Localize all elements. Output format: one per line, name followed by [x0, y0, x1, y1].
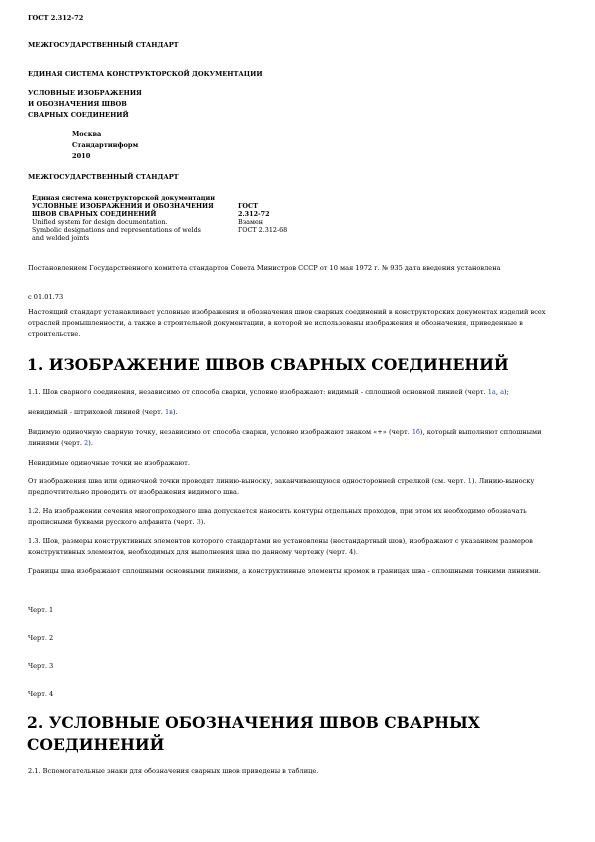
meta-cell: 2.312-72 [238, 210, 270, 218]
system-name: ЕДИНАЯ СИСТЕМА КОНСТРУКТОРСКОЙ ДОКУМЕНТАЦИИ [28, 70, 263, 78]
meta-cell [234, 194, 287, 202]
paragraph-hidden-weld: невидимый - штриховой линией (черт. 1в). [28, 408, 178, 416]
paragraph-1-2: 1.2. На изображении сечения многопроходного шва допускается наносить контуры отдельных проходов, при этом их необходимо обозначать прописными буквами русского алфавита (черт. 3). [28, 507, 527, 526]
meta-cell: Единая система конструкторской документации [32, 194, 215, 202]
figure-caption: Черт. 3 [28, 662, 54, 670]
standard-type: МЕЖГОСУДАРСТВЕННЫЙ СТАНДАРТ [28, 41, 179, 49]
meta-cell: ШВОВ СВАРНЫХ СОЕДИНЕНИЙ [32, 210, 157, 218]
paragraph-spot-weld: Видимую одиночную сварную точку, независимо от способа сварки, условно изображают знаком «+» (черт. 1б), который выполняют сплошными линиями (черт. 2). [28, 428, 542, 447]
meta-cell [234, 234, 287, 242]
meta-row [28, 210, 287, 218]
figure-caption: Черт. 2 [28, 634, 54, 642]
title-line: СВАРНЫХ СОЕДИНЕНИЙ [28, 111, 129, 119]
paragraph-1-1: 1.1. Шов сварного соединения, независимо от способа сварки, условно изображают: видимый - сплошной основной линией (черт. 1а, а); [28, 388, 509, 396]
title-line: УСЛОВНЫЕ ИЗОБРАЖЕНИЯ [28, 89, 142, 97]
meta-cell: Взамен [238, 218, 264, 226]
figure-caption: Черт. 1 [28, 606, 54, 614]
paragraph-2-1: 2.1. Вспомогательные знаки для обозначения сварных швов приведены в таблице. [28, 767, 319, 775]
figure-link[interactable]: 3 [196, 518, 201, 526]
meta-row [28, 202, 287, 210]
meta-cell: Symbolic designations and representations of welds [32, 226, 201, 234]
meta-cell: ГОСТ 2.312-68 [238, 226, 288, 234]
publisher-name: Стандартинформ [72, 141, 139, 149]
meta-cell: Unified system for design documentation. [32, 218, 168, 226]
paragraph-hidden-points: Невидимые одиночные точки не изображают. [28, 459, 190, 467]
section-2-heading: 2. УСЛОВНЫЕ ОБОЗНАЧЕНИЯ ШВОВ СВАРНЫХ СОЕДИНЕНИЙ [27, 713, 480, 754]
paragraph-boundaries: Границы шва изображают сплошными основными линиями, а конструктивные элементы кромок в границах шва - сплошными тонкими линиями. [28, 567, 541, 575]
figure-link[interactable]: а [500, 388, 504, 396]
meta-cell: УСЛОВНЫЕ ИЗОБРАЖЕНИЯ И ОБОЗНАЧЕНИЯ [32, 202, 214, 210]
publisher-year: 2010 [72, 152, 91, 160]
figure-link[interactable]: 2 [84, 439, 89, 447]
publisher-city: Москва [72, 130, 102, 138]
meta-row [28, 226, 287, 234]
figure-caption: Черт. 4 [28, 690, 54, 698]
standard-type-repeat: МЕЖГОСУДАРСТВЕННЫЙ СТАНДАРТ [28, 173, 179, 181]
resolution-paragraph: Постановлением Государственного комитета стандартов Совета Министров СССР от 10 мая 1972 г. № 935 дата введения установлена [28, 264, 501, 272]
paragraph-1-3: 1.3. Шов, размеры конструктивных элементов которого стандартами не установлены (нестандартный шов), изображают с указанием размеров конструктивных элементов, необходимых для выполнения шва по данному чертежу (черт. 4). [28, 537, 533, 556]
standard-meta-table [28, 194, 287, 242]
figure-link[interactable]: 1 [467, 477, 472, 485]
title-line: И ОБОЗНАЧЕНИЯ ШВОВ [28, 100, 127, 108]
meta-cell: ГОСТ [238, 202, 258, 210]
figure-link[interactable]: 1в [164, 408, 173, 416]
effective-date: с 01.01.73 [28, 293, 64, 301]
meta-row [28, 218, 287, 226]
standard-code: ГОСТ 2.312-72 [28, 14, 84, 22]
section-1-heading: 1. ИЗОБРАЖЕНИЕ ШВОВ СВАРНЫХ СОЕДИНЕНИЙ [27, 355, 509, 374]
meta-row [28, 234, 287, 242]
meta-cell: and welded joints [32, 234, 90, 242]
meta-row [28, 194, 287, 202]
scope-paragraph: Настоящий стандарт устанавливает условные изображения и обозначения швов сварных соединений в конструкторских документах изделий всех отраслей промышленности, а также в строительной документации, в которой не использованы изображения и обозначения, приведенные в строительстве. [28, 308, 546, 338]
figure-link[interactable]: 1б [411, 428, 421, 436]
figure-link[interactable]: 1а [487, 388, 496, 396]
paragraph-leader-line: От изображения шва или одиночной точки проводят линию-выноску, заканчивающуюся односторонней стрелкой (см. черт. 1). Линию-выноску предпочтительно проводить от изображения видимого шва. [28, 477, 535, 496]
